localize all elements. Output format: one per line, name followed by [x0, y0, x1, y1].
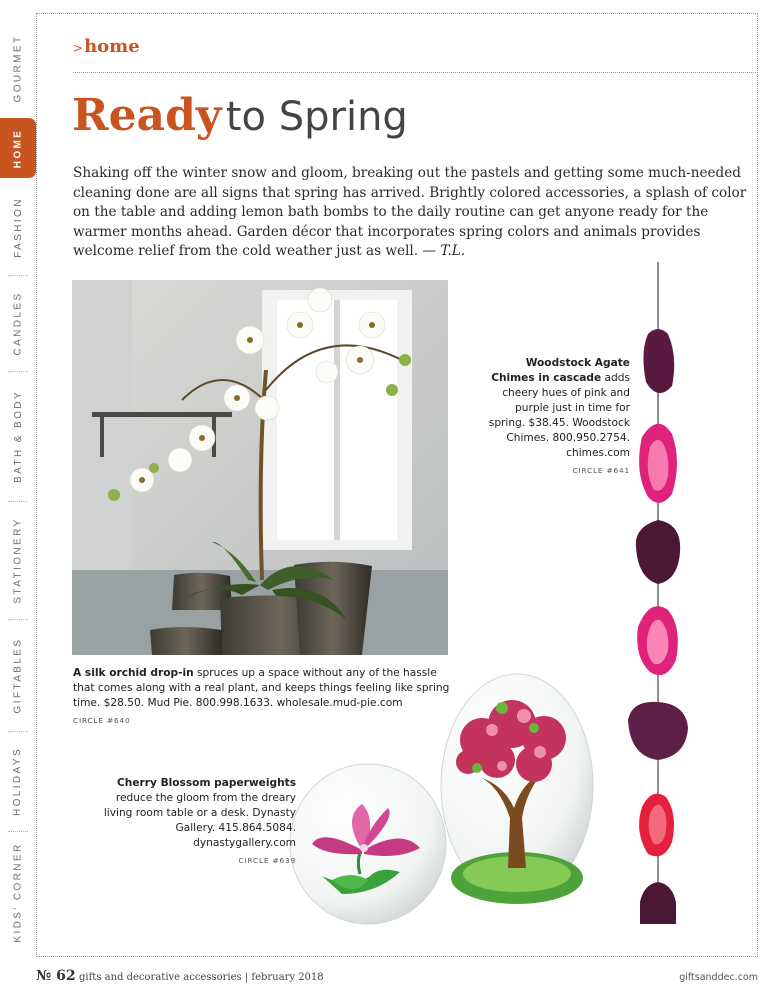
circle-number: CIRCLE #640: [73, 716, 131, 725]
tab-giftables[interactable]: GIFTABLES: [12, 637, 24, 713]
tab-divider: [8, 831, 28, 832]
tab-fashion[interactable]: FASHION: [12, 196, 24, 258]
tab-candles[interactable]: CANDLES: [12, 290, 24, 356]
tab-divider: [8, 619, 28, 620]
tab-divider: [8, 501, 28, 502]
chevron-right-icon: >: [73, 41, 84, 55]
section-tabs: [0, 13, 36, 957]
chimes-photo: [620, 262, 696, 932]
orchid-photo: [72, 280, 448, 655]
section-header: [73, 36, 140, 57]
chimes-product-name: Woodstock Agate Chimes in cascade: [491, 357, 630, 384]
article-title: Ready to Spring: [72, 90, 408, 141]
tab-stationery[interactable]: STATIONERY: [12, 516, 24, 604]
header-divider: [73, 72, 756, 73]
paperweights-product-name: Cherry Blossom paperweights: [117, 777, 296, 789]
orchid-caption: A silk orchid drop-in spruces up a space without any of the hassle that comes along with a real plant, and keeps things feeling like spring time. $28.50. Mud Pie. 800.998.1633. wholesale.mud-pie.com CIRCLE #640: [73, 666, 453, 728]
tab-divider: [8, 731, 28, 732]
intro-paragraph: Shaking off the winter snow and gloom, breaking out the pastels and getting some much-needed cleaning done are all signs that spring has arrived. Brightly colored accessories, a splash of color on the table and adding lemon bath bombs to the daily routine can get anyone ready for the warmer months ahead. Garden décor that incorporates spring colors and animals provides welcome relief from the cold weather just as well. — T.L.: [73, 165, 747, 259]
circle-number: CIRCLE #641: [572, 466, 630, 475]
tab-holidays[interactable]: HOLIDAYS: [12, 746, 24, 816]
tab-gourmet[interactable]: GOURMET: [12, 34, 24, 102]
chimes-caption: Woodstock Agate Chimes in cascade adds cheery hues of pink and purple just in time for spring. $38.45. Woodstock Chimes. 800.950.2754. chimes.com CIRCLE #641: [480, 356, 630, 478]
publication-info: gifts and decorative accessories | february 2018: [79, 972, 324, 983]
chimes-illustration: [620, 262, 696, 932]
tab-divider: [8, 371, 28, 372]
tab-divider: [8, 275, 28, 276]
website-link[interactable]: giftsanddec.com: [679, 972, 758, 983]
paperweights-illustration: [272, 668, 598, 930]
paperweights-caption: Cherry Blossom paperweights reduce the gloom from the dreary living room table or a desk. Dynasty Gallery. 415.864.5084. dynastygallery.com CIRCLE #639: [100, 776, 296, 868]
page-number: № 62: [36, 968, 76, 984]
paperweights-photo: [272, 668, 598, 930]
orchid-illustration: [72, 280, 448, 655]
orchid-product-name: A silk orchid drop-in: [73, 667, 194, 679]
tab-kids-corner[interactable]: KIDS' CORNER: [12, 841, 24, 943]
author-initials: T.L.: [440, 243, 466, 259]
tab-home[interactable]: HOME: [0, 118, 36, 178]
tab-bath-body[interactable]: BATH & BODY: [12, 389, 24, 483]
page-footer: [36, 966, 758, 988]
section-label: home: [84, 36, 140, 57]
circle-number: CIRCLE #639: [238, 856, 296, 865]
